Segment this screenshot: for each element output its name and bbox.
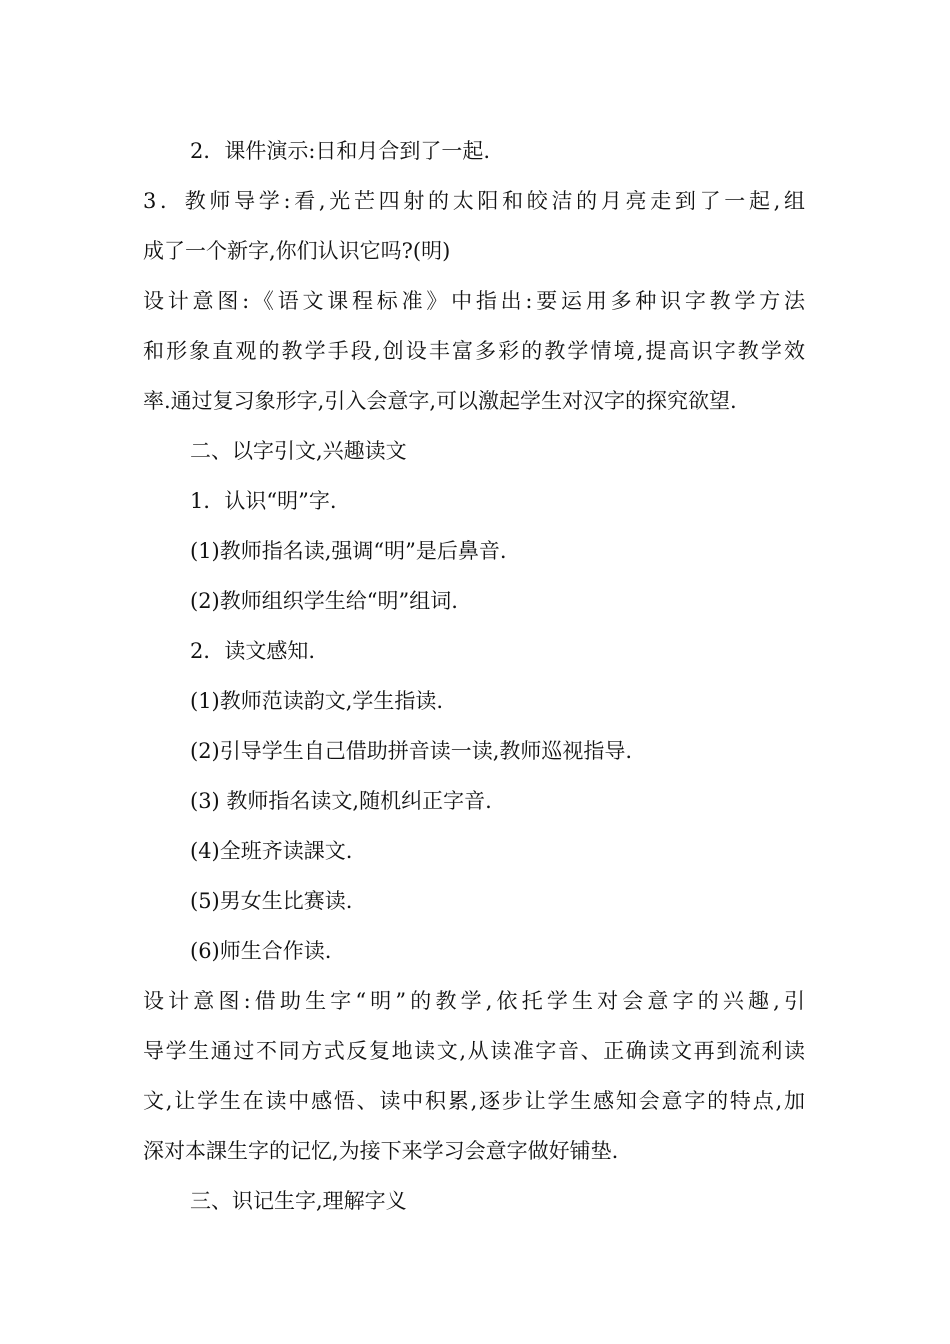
subitem-2-2: (2)引导学生自己借助拼音读一读,教师巡视指导. [190, 739, 633, 763]
subitem-1-1: (1)教师指名读,强调“明”是后鼻音. [190, 539, 507, 563]
subitem-2-6: (6)师生合作读. [190, 939, 332, 963]
design-intent-2-line2: 导学生通过不同方式反复地读文,从读准字音、正确读文再到流利读 [143, 1039, 805, 1063]
subitem-2-3: (3) 教师指名读文,随机纠正字音. [190, 789, 492, 813]
design-intent-1-line1: 设计意图:《语文课程标准》中指出:要运用多种识字教学方法 [143, 289, 805, 313]
subitem-1-2: (2)教师组织学生给“明”组词. [190, 589, 458, 613]
design-intent-1-line2: 和形象直观的教学手段,创设丰富多彩的教学情境,提高识字教学效 [143, 339, 805, 363]
item-teacher-guide-line1: 3．教师导学:看,光芒四射的太阳和皎洁的月亮走到了一起,组 [143, 189, 805, 213]
item-recognize-ming: 1．认识“明”字. [190, 489, 337, 513]
item-read-perceive: 2．读文感知. [190, 639, 316, 663]
item-courseware-demo: 2．课件演示:日和月合到了一起. [190, 139, 491, 163]
design-intent-1-line3: 率.通过复习象形字,引入会意字,可以激起学生对汉字的探究欲望. [143, 389, 737, 413]
subitem-2-4: (4)全班齐读課文. [190, 839, 353, 863]
subitem-2-5: (5)男女生比赛读. [190, 889, 353, 913]
design-intent-2-line1: 设计意图:借助生字“明”的教学,依托学生对会意字的兴趣,引 [143, 989, 805, 1013]
section-heading-3: 三、识记生字,理解字义 [190, 1189, 407, 1213]
design-intent-2-line4: 深对本課生字的记忆,为接下来学习会意字做好铺垫. [143, 1139, 619, 1163]
section-heading-2: 二、以字引文,兴趣读文 [190, 439, 407, 463]
item-teacher-guide-line2: 成了一个新字,你们认识它吗?(明) [143, 239, 451, 263]
design-intent-2-line3: 文,让学生在读中感悟、读中积累,逐步让学生感知会意字的特点,加 [143, 1089, 805, 1113]
subitem-2-1: (1)教师范读韵文,学生指读. [190, 689, 444, 713]
